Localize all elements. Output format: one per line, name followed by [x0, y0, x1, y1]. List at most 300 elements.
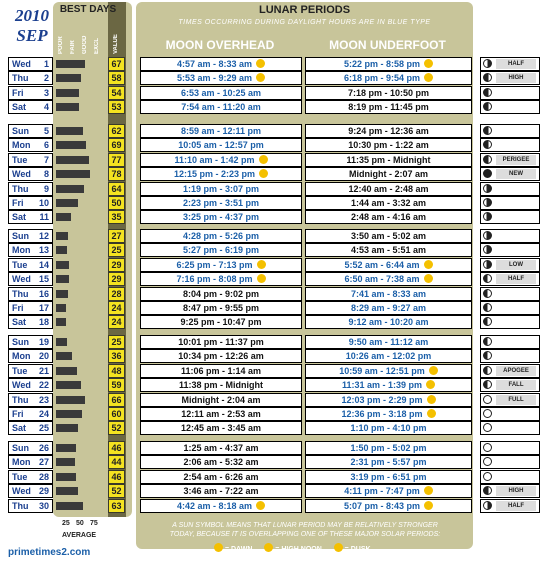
- sun-icon: [259, 155, 268, 164]
- moon-phase-cell: [480, 441, 540, 455]
- day-value: 52: [108, 484, 125, 498]
- day-value: 64: [108, 182, 125, 196]
- day-cell: [8, 153, 53, 167]
- overhead-text: 7:54 am - 11:20 am: [181, 102, 261, 112]
- overhead-text: Midnight - 2:04 am: [181, 395, 261, 405]
- rating-bar: [56, 185, 84, 193]
- day-date: 4: [43, 102, 49, 112]
- overhead-text: 1:19 pm - 3:07 pm: [182, 184, 260, 194]
- axis-tick-25: 25: [62, 520, 70, 527]
- moon-phase-icon: [483, 212, 492, 221]
- overhead-text: 9:25 pm - 10:47 pm: [180, 317, 262, 327]
- day-value: 62: [108, 124, 125, 138]
- day-date: 24: [38, 409, 49, 419]
- overhead-text: 1:25 am - 4:37 am: [183, 443, 259, 453]
- day-cell: [8, 57, 53, 71]
- axis-label: AVERAGE: [62, 532, 97, 539]
- moon-underfoot-time: [305, 315, 472, 329]
- day-value: 46: [108, 441, 125, 455]
- sun-icon: [257, 274, 266, 283]
- dawn-sun-icon: [214, 543, 223, 552]
- overhead-text: 8:47 pm - 9:55 pm: [182, 303, 260, 313]
- moon-phase-cell: [480, 287, 540, 301]
- underfoot-text: 1:44 am - 3:32 am: [350, 198, 427, 208]
- day-cell: [8, 364, 53, 378]
- day-cell: [8, 196, 53, 210]
- rating-bar: [56, 89, 79, 97]
- day-date: 5: [43, 126, 49, 136]
- moon-phase-icon: [483, 126, 492, 135]
- day-date: 8: [43, 169, 49, 179]
- day-date: 26: [38, 443, 49, 453]
- moon-underfoot-time: [305, 484, 472, 498]
- moon-phase-icon: [483, 289, 492, 298]
- underfoot-text: 11:35 pm - Midnight: [346, 155, 431, 165]
- day-cell: [8, 301, 53, 315]
- column-poor: POOR: [58, 36, 64, 54]
- day-date: 12: [38, 231, 49, 241]
- site-link[interactable]: primetimes2.com: [8, 547, 91, 558]
- moon-overhead-time: [140, 100, 302, 114]
- overhead-text: 11:38 pm - Midnight: [178, 380, 263, 390]
- sun-icon: [429, 366, 438, 375]
- column-excl: EXCL: [94, 37, 100, 54]
- sun-note-line-2: TODAY, BECAUSE IT IS OVERLAPPING ONE OF THESE MAJOR SOLAR PERIODS:: [169, 531, 441, 538]
- day-cell: [8, 287, 53, 301]
- day-cell: [8, 272, 53, 286]
- sun-icon: [424, 501, 433, 510]
- moon-overhead-time: [140, 287, 302, 301]
- day-date: 20: [38, 351, 49, 361]
- moon-underfoot-time: [305, 393, 472, 407]
- sun-icon: [256, 73, 265, 82]
- overhead-text: 11:06 pm - 1:14 am: [180, 366, 262, 376]
- rating-bar: [56, 381, 81, 389]
- day-value: 48: [108, 364, 125, 378]
- moon-phase-cell: [480, 100, 540, 114]
- moon-phase-cell: [480, 407, 540, 421]
- day-cell: [8, 71, 53, 85]
- day-of-week: Mon: [12, 140, 31, 150]
- moon-phase-cell: [480, 86, 540, 100]
- moon-phase-icon: [483, 169, 492, 178]
- moon-overhead-time: [140, 196, 302, 210]
- moon-phase-label: HALF: [496, 501, 536, 511]
- day-date: 14: [38, 260, 49, 270]
- day-cell: [8, 407, 53, 421]
- overhead-text: 7:16 pm - 8:08 pm: [176, 274, 253, 284]
- moon-overhead-time: [140, 335, 302, 349]
- moon-overhead-time: [140, 315, 302, 329]
- moon-overhead-time: [140, 364, 302, 378]
- day-of-week: Thu: [12, 184, 29, 194]
- rating-bar: [56, 338, 67, 346]
- moon-phase-icon: [483, 140, 492, 149]
- moon-phase-cell: [480, 229, 540, 243]
- moon-phase-icon: [483, 274, 492, 283]
- moon-phase-icon: [483, 260, 492, 269]
- overhead-text: 6:25 pm - 7:13 pm: [176, 260, 253, 270]
- underfoot-text: 9:12 am - 10:20 am: [348, 317, 429, 327]
- moon-underfoot-time: [305, 335, 472, 349]
- year-label: 2010: [15, 6, 49, 25]
- day-cell: [8, 441, 53, 455]
- rating-bar: [56, 275, 69, 283]
- moon-overhead-time: [140, 71, 302, 85]
- underfoot-text: 9:50 am - 11:12 am: [348, 337, 429, 347]
- moon-phase-cell: [480, 421, 540, 435]
- day-value: 25: [108, 243, 125, 257]
- sun-icon: [256, 501, 265, 510]
- rating-bar: [56, 473, 76, 481]
- day-value: 29: [108, 258, 125, 272]
- underfoot-text: 8:29 am - 9:27 am: [350, 303, 427, 313]
- moon-phase-icon: [483, 245, 492, 254]
- best-days-title: BEST DAYS: [59, 4, 117, 15]
- day-value: 60: [108, 407, 125, 421]
- day-value: 69: [108, 138, 125, 152]
- moon-overhead-time: [140, 210, 302, 224]
- rating-bar: [56, 103, 79, 111]
- underfoot-text: 12:40 am - 2:48 am: [348, 184, 429, 194]
- day-value: 53: [108, 100, 125, 114]
- overhead-text: 10:01 pm - 11:37 pm: [178, 337, 264, 347]
- moon-underfoot-time: [305, 182, 472, 196]
- underfoot-text: 8:19 pm - 11:45 pm: [348, 102, 429, 112]
- day-cell: [8, 455, 53, 469]
- moon-phase-cell: [480, 243, 540, 257]
- underfoot-text: 2:48 am - 4:16 am: [350, 212, 427, 222]
- moon-phase-cell: [480, 455, 540, 469]
- sun-icon: [424, 274, 433, 283]
- rating-bar: [56, 60, 85, 68]
- overhead-text: 2:06 am - 5:32 am: [183, 457, 259, 467]
- rating-bar: [56, 367, 77, 375]
- moon-phase-label: HIGH: [496, 486, 536, 496]
- overhead-text: 11:10 am - 1:42 pm: [174, 155, 255, 165]
- moon-underfoot-time: [305, 258, 472, 272]
- overhead-text: 8:04 pm - 9:02 pm: [182, 289, 260, 299]
- day-of-week: Thu: [12, 501, 29, 511]
- day-of-week: Sun: [12, 337, 29, 347]
- moon-overhead-time: [140, 182, 302, 196]
- moon-underfoot-time: [305, 153, 472, 167]
- day-of-week: Thu: [12, 289, 29, 299]
- moon-overhead-time: [140, 349, 302, 363]
- day-cell: [8, 138, 53, 152]
- moon-underfoot-time: [305, 57, 472, 71]
- day-value: 58: [108, 71, 125, 85]
- overhead-text: 10:05 am - 12:57 pm: [178, 140, 264, 150]
- day-date: 30: [38, 501, 49, 511]
- moon-underfoot-time: [305, 364, 472, 378]
- rating-bar: [56, 74, 81, 82]
- overhead-text: 8:59 am - 12:11 pm: [180, 126, 262, 136]
- moon-phase-cell: [480, 138, 540, 152]
- moon-phase-label: NEW: [496, 169, 536, 179]
- moon-underfoot-time: [305, 301, 472, 315]
- moon-phase-cell: [480, 71, 540, 85]
- moon-phase-cell: [480, 57, 540, 71]
- sun-icon: [426, 380, 435, 389]
- moon-underfoot-time: [305, 71, 472, 85]
- day-of-week: Tue: [12, 260, 28, 270]
- sun-symbol-note: [140, 521, 470, 539]
- day-date: 27: [38, 457, 49, 467]
- sun-icon: [259, 169, 268, 178]
- moon-phase-icon: [483, 457, 492, 466]
- underfoot-text: 2:31 pm - 5:57 pm: [350, 457, 427, 467]
- legend-dusk: = DUSK: [344, 546, 371, 553]
- underfoot-text: Midnight - 2:07 am: [348, 169, 428, 179]
- day-value: 27: [108, 229, 125, 243]
- rating-bar: [56, 290, 68, 298]
- column-good: GOOD: [82, 35, 88, 54]
- moon-underfoot-time: [305, 455, 472, 469]
- day-cell: [8, 229, 53, 243]
- moon-overhead-time: [140, 393, 302, 407]
- sun-icon: [427, 395, 436, 404]
- moon-phase-icon: [483, 155, 492, 164]
- underfoot-text: 9:24 pm - 12:36 am: [348, 126, 429, 136]
- day-date: 1: [43, 59, 49, 69]
- day-of-week: Sat: [12, 317, 27, 327]
- day-of-week: Sun: [12, 126, 29, 136]
- solar-legend: [210, 543, 371, 553]
- axis-tick-75: 75: [90, 520, 98, 527]
- underfoot-text: 1:50 pm - 5:02 pm: [350, 443, 427, 453]
- dusk-sun-icon: [334, 543, 343, 552]
- moon-phase-icon: [483, 409, 492, 418]
- moon-phase-cell: [480, 349, 540, 363]
- moon-overhead-time: [140, 167, 302, 181]
- moon-phase-icon: [483, 501, 492, 510]
- day-of-week: Thu: [12, 395, 29, 405]
- moon-phase-cell: [480, 393, 540, 407]
- day-date: 21: [38, 366, 49, 376]
- moon-phase-cell: [480, 335, 540, 349]
- underfoot-text: 7:18 pm - 10:50 pm: [347, 88, 430, 98]
- day-of-week: Fri: [12, 198, 24, 208]
- moon-underfoot-time: [305, 243, 472, 257]
- rating-bar: [56, 170, 90, 178]
- moon-phase-cell: [480, 364, 540, 378]
- moon-underfoot-time: [305, 421, 472, 435]
- overhead-text: 4:28 pm - 5:26 pm: [182, 231, 260, 241]
- day-date: 10: [38, 198, 49, 208]
- moon-phase-cell: [480, 484, 540, 498]
- day-cell: [8, 335, 53, 349]
- underfoot-text: 6:18 pm - 9:54 pm: [343, 73, 421, 83]
- moon-phase-label: HALF: [496, 274, 536, 284]
- moon-phase-icon: [483, 443, 492, 452]
- rating-bar: [56, 396, 85, 404]
- rating-bar: [56, 410, 82, 418]
- day-value: 28: [108, 287, 125, 301]
- underfoot-text: 3:50 am - 5:02 am: [350, 231, 427, 241]
- day-date: 7: [43, 155, 49, 165]
- moon-phase-icon: [483, 59, 492, 68]
- day-of-week: Mon: [12, 245, 31, 255]
- moon-overhead-time: [140, 243, 302, 257]
- underfoot-text: 12:36 pm - 3:18 pm: [341, 409, 423, 419]
- day-of-week: Wed: [12, 274, 31, 284]
- overhead-text: 12:15 pm - 2:23 pm: [173, 169, 256, 179]
- legend-noon: = HIGH NOON: [275, 546, 322, 553]
- moon-underfoot-time: [305, 470, 472, 484]
- moon-phase-icon: [483, 423, 492, 432]
- moon-underfoot-time: [305, 138, 472, 152]
- rating-bar: [56, 232, 68, 240]
- day-of-week: Wed: [12, 380, 31, 390]
- day-value: 67: [108, 57, 125, 71]
- overhead-text: 2:23 pm - 3:51 pm: [182, 198, 260, 208]
- moon-overhead-time: [140, 499, 302, 513]
- underfoot-text: 6:50 am - 7:38 am: [344, 274, 420, 284]
- rating-bar: [56, 352, 72, 360]
- day-cell: [8, 258, 53, 272]
- moon-phase-icon: [483, 303, 492, 312]
- moon-overhead-time: [140, 484, 302, 498]
- moon-overhead-time: [140, 153, 302, 167]
- day-date: 15: [38, 274, 49, 284]
- moon-phase-cell: [480, 167, 540, 181]
- day-of-week: Sat: [12, 423, 27, 433]
- overhead-text: 4:57 am - 8:33 am: [176, 59, 253, 69]
- day-of-week: Sat: [12, 212, 27, 222]
- day-date: 23: [38, 395, 49, 405]
- day-value: 35: [108, 210, 125, 224]
- day-cell: [8, 421, 53, 435]
- column-value: VALUE: [113, 34, 119, 54]
- moon-underfoot-time: [305, 272, 472, 286]
- rating-bar: [56, 318, 66, 326]
- moon-underfoot-time: [305, 407, 472, 421]
- moon-phase-icon: [483, 486, 492, 495]
- day-date: 2: [43, 73, 49, 83]
- day-cell: [8, 86, 53, 100]
- rating-bar: [56, 424, 78, 432]
- day-cell: [8, 182, 53, 196]
- day-date: 16: [38, 289, 49, 299]
- day-value: 54: [108, 86, 125, 100]
- moon-phase-cell: [480, 182, 540, 196]
- overhead-text: 10:34 pm - 12:26 am: [178, 351, 264, 361]
- day-of-week: Sun: [12, 231, 29, 241]
- underfoot-text: 12:03 pm - 2:29 pm: [341, 395, 423, 405]
- moon-overhead-time: [140, 407, 302, 421]
- day-of-week: Tue: [12, 472, 28, 482]
- moon-overhead-time: [140, 57, 302, 71]
- moon-overhead-time: [140, 301, 302, 315]
- moon-overhead-time: [140, 124, 302, 138]
- sun-icon: [424, 486, 433, 495]
- day-cell: [8, 210, 53, 224]
- day-cell: [8, 315, 53, 329]
- moon-phase-label: HIGH: [496, 73, 536, 83]
- rating-bar: [56, 458, 75, 466]
- column-fair: FAIR: [70, 40, 76, 54]
- moon-phase-cell: [480, 196, 540, 210]
- moon-underfoot-time: [305, 229, 472, 243]
- day-of-week: Fri: [12, 88, 24, 98]
- moon-underfoot-time: [305, 378, 472, 392]
- daylight-note: TIMES OCCURRING DURING DAYLIGHT HOURS ARE IN BLUE TYPE: [178, 19, 431, 26]
- overhead-text: 12:11 am - 2:53 am: [181, 409, 261, 419]
- rating-bar: [56, 127, 83, 135]
- moon-phase-label: APOGEE: [496, 366, 536, 376]
- moon-phase-icon: [483, 88, 492, 97]
- day-of-week: Tue: [12, 155, 28, 165]
- moon-underfoot-time: [305, 349, 472, 363]
- day-date: 19: [38, 337, 49, 347]
- moon-overhead-time: [140, 470, 302, 484]
- moon-overhead-time: [140, 272, 302, 286]
- day-value: 52: [108, 421, 125, 435]
- overhead-text: 6:53 am - 10:25 am: [180, 88, 262, 98]
- moon-phase-cell: [480, 301, 540, 315]
- moon-underfoot-time: [305, 210, 472, 224]
- day-date: 18: [38, 317, 49, 327]
- day-date: 25: [38, 423, 49, 433]
- moon-underfoot-time: [305, 86, 472, 100]
- moon-phase-icon: [483, 337, 492, 346]
- underfoot-text: 10:30 pm - 1:22 am: [348, 140, 429, 150]
- day-value: 24: [108, 315, 125, 329]
- rating-bar: [56, 502, 83, 510]
- day-date: 13: [38, 245, 49, 255]
- rating-bar: [56, 213, 71, 221]
- overhead-text: 4:42 am - 8:18 am: [176, 501, 253, 511]
- legend-dawn: = DAWN: [224, 546, 253, 553]
- moon-overhead-time: [140, 421, 302, 435]
- day-cell: [8, 484, 53, 498]
- day-value: 25: [108, 335, 125, 349]
- moon-phase-cell: [480, 153, 540, 167]
- day-date: 17: [38, 303, 49, 313]
- moon-phase-label: LOW: [496, 260, 536, 270]
- moon-phase-cell: [480, 124, 540, 138]
- moon-underfoot-time: [305, 124, 472, 138]
- day-of-week: Mon: [12, 457, 31, 467]
- day-date: 11: [39, 212, 49, 222]
- moon-phase-cell: [480, 315, 540, 329]
- day-date: 29: [38, 486, 49, 496]
- day-cell: [8, 349, 53, 363]
- noon-sun-icon: [264, 543, 273, 552]
- day-cell: [8, 124, 53, 138]
- rating-bar: [56, 487, 78, 495]
- rating-bar: [56, 246, 67, 254]
- moon-phase-icon: [483, 380, 492, 389]
- day-value: 24: [108, 301, 125, 315]
- sun-icon: [424, 73, 433, 82]
- moon-phase-cell: [480, 210, 540, 224]
- moon-phase-icon: [483, 395, 492, 404]
- moon-underfoot-time: [305, 287, 472, 301]
- day-of-week: Mon: [12, 351, 31, 361]
- underfoot-text: 5:22 pm - 8:58 pm: [343, 59, 421, 69]
- moon-phase-label: HALF: [496, 59, 536, 69]
- day-value: 46: [108, 470, 125, 484]
- day-value: 36: [108, 349, 125, 363]
- moon-phase-icon: [483, 231, 492, 240]
- day-of-week: Fri: [12, 303, 24, 313]
- overhead-text: 5:27 pm - 6:19 pm: [182, 245, 260, 255]
- day-cell: [8, 378, 53, 392]
- day-value: 59: [108, 378, 125, 392]
- day-value: 66: [108, 393, 125, 407]
